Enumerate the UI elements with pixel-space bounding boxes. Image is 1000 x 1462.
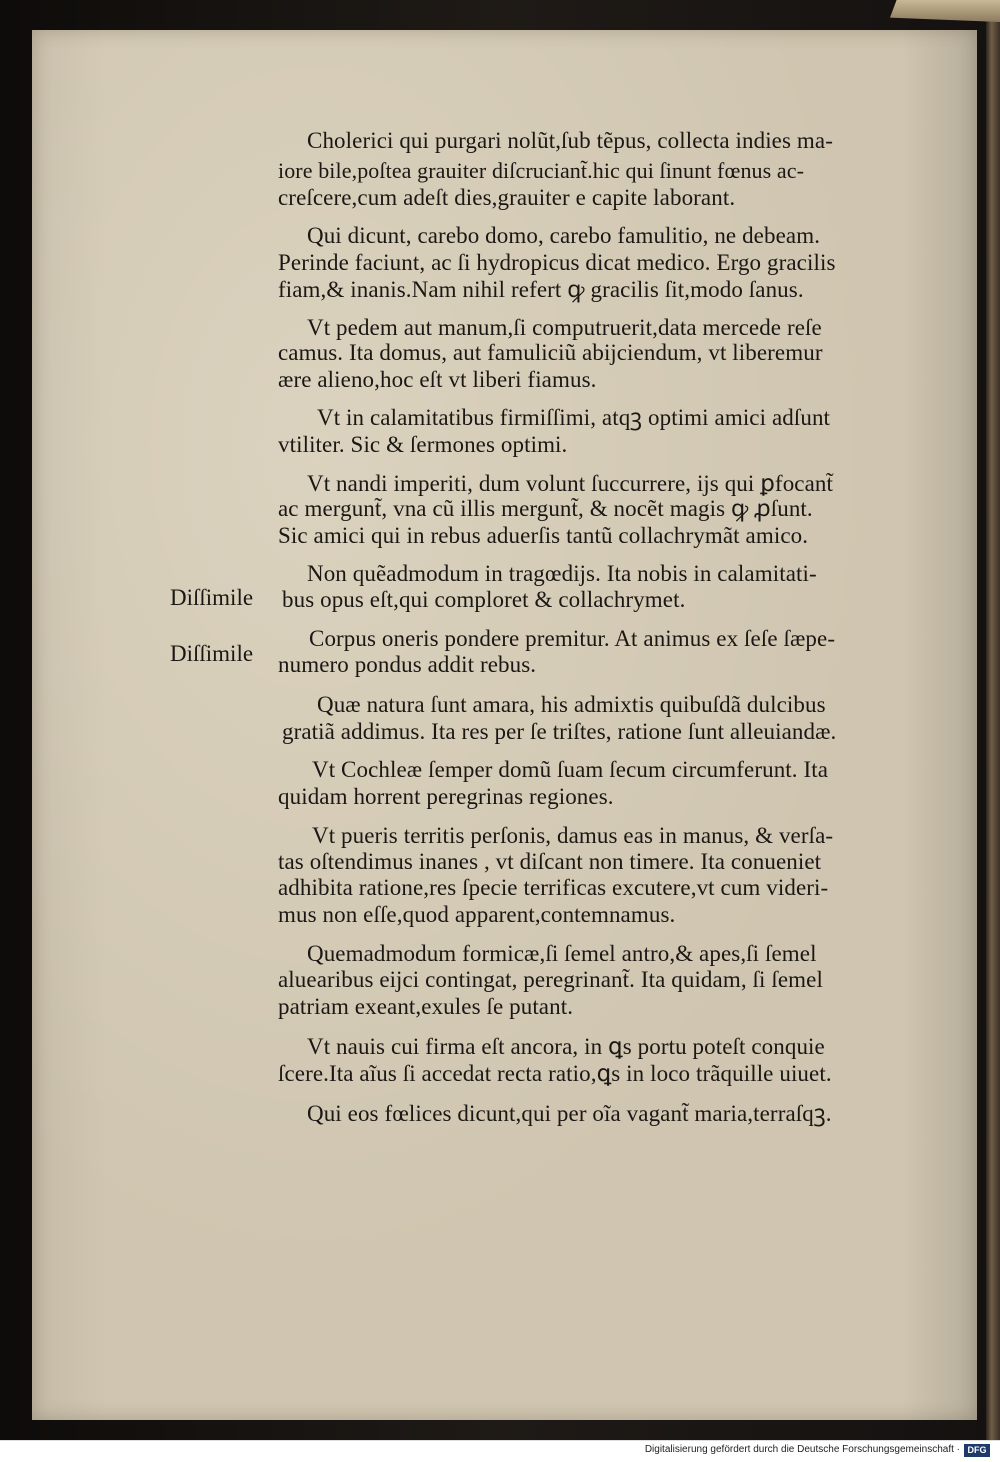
text-line: numero pondus addit rebus.	[278, 652, 537, 677]
book-page	[32, 30, 977, 1420]
text-line: Sic amici qui in rebus aduerſis tantũ collachrymãt amico.	[278, 523, 809, 548]
margin-note: Diſſimile	[170, 641, 254, 666]
text-line: Qui eos fœlices dicunt,qui per oĩa vagant̃ maria,terraſqꝫ.	[307, 1101, 832, 1126]
digitization-footer	[0, 1440, 1000, 1462]
text-line: mus non eſſe,quod apparent,contemnamus.	[278, 902, 676, 927]
text-line: camus. Ita domus, aut famuliciũ abĳciendum, vt liberemur	[278, 340, 823, 365]
text-line: gratiã addimus. Ita res per ſe triſtes, ratione ſunt alleuiandæ.	[282, 719, 837, 744]
text-line: bus opus eſt,qui comploret & collachrymet.	[282, 587, 686, 612]
text-line: patriam exeant,exules ſe putant.	[278, 994, 574, 1019]
text-line: Corpus oneris pondere premitur. At animus ex ſeſe ſæpe-	[309, 626, 836, 651]
text-line: iore bile,poſtea grauiter diſcruciant̃.hic qui ſinunt fœnus ac-	[278, 158, 805, 183]
text-line: Quemadmodum formicæ,ſi ſemel antro,& apes,ſi ſemel	[307, 941, 817, 966]
text-line: vtiliter. Sic & ſermones optimi.	[278, 432, 568, 457]
text-line: ac mergunt̃, vna cũ illis mergunt̃, & nocẽt magis ꝙ ꝓſunt.	[278, 496, 813, 521]
text-line: Vt in calamitatibus firmiſſimi, atqꝫ optimi amici adſunt	[317, 405, 831, 430]
text-line: Qui dicunt, carebo domo, carebo famulitio, ne debeam.	[307, 223, 821, 248]
text-line: Perinde faciunt, ac ſi hydropicus dicat medico. Ergo gracilis	[278, 250, 836, 275]
text-line: Vt pueris territis perſonis, damus eas in manus, & verſa-	[312, 823, 834, 848]
text-line: Quæ natura ſunt amara, his admixtis quibuſdã dulcibus	[317, 692, 826, 717]
text-line: ſcere.Ita aĩus ſi accedat recta ratio,ꝗs in loco trãquille uiuet.	[278, 1061, 832, 1086]
text-line: Non quẽadmodum in tragœdĳs. Ita nobis in calamitati-	[307, 561, 817, 586]
text-line: Cholerici qui purgari nolũt,ſub tẽpus, collecta indies ma-	[307, 128, 833, 153]
text-line: aluearibus eĳci contingat, peregrinant̃. Ita quidam, ſi ſemel	[278, 967, 823, 992]
page-edge	[986, 0, 1000, 1440]
footer-credit: Digitalisierung gefördert durch die Deutsche Forschungsgemeinschaft ·	[644, 1444, 960, 1455]
margin-note: Diſſimile	[170, 585, 254, 610]
text-line: tas oſtendimus inanes , vt diſcant non timere. Ita conueniet	[278, 849, 822, 874]
text-line: adhibita ratione,res ſpecie terrificas excutere,vt cum videri-	[278, 875, 829, 900]
text-line: Vt nauis cui firma eſt ancora, in ꝗs portu poteſt conquie	[307, 1034, 825, 1059]
text-line: fiam,& inanis.Nam nihil refert ꝙ gracilis ſit,modo ſanus.	[278, 277, 804, 302]
text-line: ære alieno,hoc eſt vt liberi fiamus.	[278, 367, 597, 392]
text-line: Vt pedem aut manum,ſi computruerit,data mercede reſe	[307, 315, 822, 340]
text-line: quidam horrent peregrinas regiones.	[278, 784, 614, 809]
text-line: Vt nandi imperiti, dum volunt ſuccurrere, ĳs qui ꝑfocant̃	[307, 471, 833, 496]
dfg-logo: DFG	[964, 1444, 990, 1457]
text-line: Vt Cochleæ ſemper domũ ſuam ſecum circumferunt. Ita	[312, 757, 829, 782]
text-line: creſcere,cum adeſt dies,grauiter e capite laborant.	[278, 185, 736, 210]
body-text	[32, 30, 977, 1420]
